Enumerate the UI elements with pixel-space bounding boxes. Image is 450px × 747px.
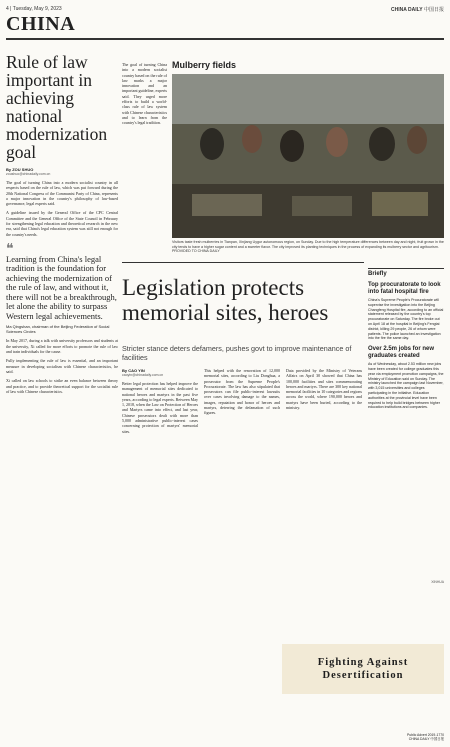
article-paragraph: This helped with the renovation of 12,000 memorial sites, according to Liu Donghua, a prosecutor from the Supreme People's Procuratorate. The law has also stipulated that prosecutors can file public-interest lawsuits over cases involving damage to the names, images, reputation and honor of heroes and martyrs, deterring the defamation of such figures. bbox=[204, 368, 280, 416]
lead-paragraph: Fully implementing the rule of law is essential, and an important measure in developing socialism with Chinese characteristics, he said. bbox=[6, 358, 118, 374]
lead-story bbox=[6, 53, 118, 733]
article-column bbox=[122, 368, 198, 708]
pull-quote-attribution: Ma Qingshan, chairman of the Beijing Federation of Social Sciences Circles bbox=[6, 324, 110, 335]
quote-icon: ❝ bbox=[6, 241, 14, 257]
article-column bbox=[204, 368, 280, 708]
ad-label: XINHUA bbox=[431, 580, 444, 584]
brief-title: Top procuratorate to look into fatal hospital fire bbox=[368, 282, 441, 295]
brief-title: Over 2.5m jobs for new graduates created bbox=[368, 346, 435, 360]
lead-paragraph: In May 2017, during a talk with university professors and students at the university, Xi called for more efforts to promote the rule of law and train individuals for the cause. bbox=[6, 338, 118, 355]
pull-quote-text: Learning from China's legal tradition is the foundation for achieving the modernization of the rule of law, and without it, there will not be a breakthrough, let alone the ability to surpass Western legal achievements. bbox=[6, 253, 117, 321]
brief-body: China's Supreme People's Procuratorate will supervise the investigation into the Beijing Changfeng Hospital fire, according to an official statement released by the country's top procuratorate on Saturday. The fire broke out on April 18 at the hospital in Beijing's Fengtai district, killing 29 people, 26 of whom were patients. The police launched an investigation into the fire the same day. bbox=[368, 298, 444, 341]
section-rule bbox=[6, 38, 444, 40]
briefly-sidebar bbox=[368, 268, 444, 410]
page-footer bbox=[407, 733, 444, 741]
lead-email: zoushuo@chinadaily.com.cn bbox=[6, 172, 51, 176]
second-byline: By CAO YIN bbox=[122, 368, 145, 373]
photo-caption: Visitors taste fresh mulberries in Tianpan, Xinjiang Uygur autonomous region, on Sunday. Due to the high temperature differences between day and night, fruit grown in the city tends to have a higher sugar content and a sweeter flavor. The city improved its planting techniques in the process of expanding its mulberry sector and agritourism. PROVIDED TO CHINA DAILY bbox=[172, 240, 444, 254]
lead-byline: By ZOU SHUO bbox=[6, 167, 34, 172]
lead-paragraph: The goal of turning China into a modern socialist country based on the rule of law marks a major innovation and an important guideline, experts said. They urged more efforts to build a world-class rule of law system with Chinese characteristics and to learn from the country's legal tradition. bbox=[122, 62, 167, 126]
section-title: CHINA bbox=[6, 13, 76, 35]
photo-title: Mulberry fields bbox=[172, 60, 237, 70]
lead-paragraph: A guideline issued by the General Office of the CPC Central Committee and the General Office of the State Council in February for strengthening legal education and theoretical research in the new era, said that China's legal education system was still not enough for the country's needs. bbox=[6, 210, 118, 237]
section-divider bbox=[122, 262, 364, 263]
photo-credit: PROVIDED TO CHINA DAILY bbox=[172, 249, 220, 254]
article-paragraph: Data provided by the Ministry of Veterans Affairs on April 30 showed that China has 100,000 facilities and sites commemorating heroes and martyrs. There are 300 key national memorial facilities in 10 categories and regions across the world, where 190,000 heroes and martyrs have been buried, according to the ministry. bbox=[286, 368, 362, 411]
article-paragraph: Better legal protection has helped improve the management of memorial sites dedicated to national heroes and martyrs in the past five years, according to legal experts. Between May 1, 2018, when the Law on Protection of Heroes and Martyrs came into effect, and last year, Chinese prosecutors dealt with more than 5,000 administrative public-interest cases concerning protection of martyrs' memorial sites. bbox=[122, 381, 198, 434]
page-info: 4 | Tuesday, May 9, 2023 bbox=[6, 6, 62, 12]
brief-body: As of Wednesday, about 2.53 million new jobs have been created for college graduates this year via employment promotion campaigns, the Ministry of Education said on Sunday. The ministry launched the campaign last November, with 3,015 universities and colleges participating in the initiative. Education authorities at the provincial level have been required to help build bridges between higher education institutions and companies. bbox=[368, 362, 444, 410]
mulberry-photo bbox=[172, 74, 444, 238]
lead-paragraph: The goal of turning China into a modern socialist country in all respects based on the rule of law, which was put forward during the 20th National Congress of the Communist Party of China, represents a major innovation in the country's philosophy of law-based governance, legal experts said. bbox=[6, 180, 118, 207]
banner-text: Fighting Against Desertification bbox=[317, 657, 409, 681]
lead-paragraph: Xi called on law schools to strike an even balance between theory and practice, and to provide theoretical support for the socialist rule of law with Chinese characteristics. bbox=[6, 378, 118, 394]
briefly-heading: Briefly bbox=[368, 268, 444, 277]
second-headline: Legislation protects memorial sites, heroes bbox=[122, 275, 329, 325]
desertification-banner bbox=[282, 644, 444, 694]
paper-name: CHINA DAILY 中国日报 bbox=[391, 7, 444, 13]
second-email: caoyin@chinadaily.com.cn bbox=[122, 373, 164, 377]
lead-story-continued bbox=[122, 62, 167, 242]
footer-line: Public Advert 2019-1770 bbox=[407, 733, 444, 737]
second-subhead: Stricter stance deters defamers, pushes govt to improve maintenance of facilities bbox=[122, 344, 352, 362]
pull-quote bbox=[6, 241, 118, 322]
lead-headline: Rule of law important in achieving national modernization goal bbox=[6, 52, 108, 162]
footer-line: CHINA DAILY 中国日报 bbox=[408, 737, 444, 741]
